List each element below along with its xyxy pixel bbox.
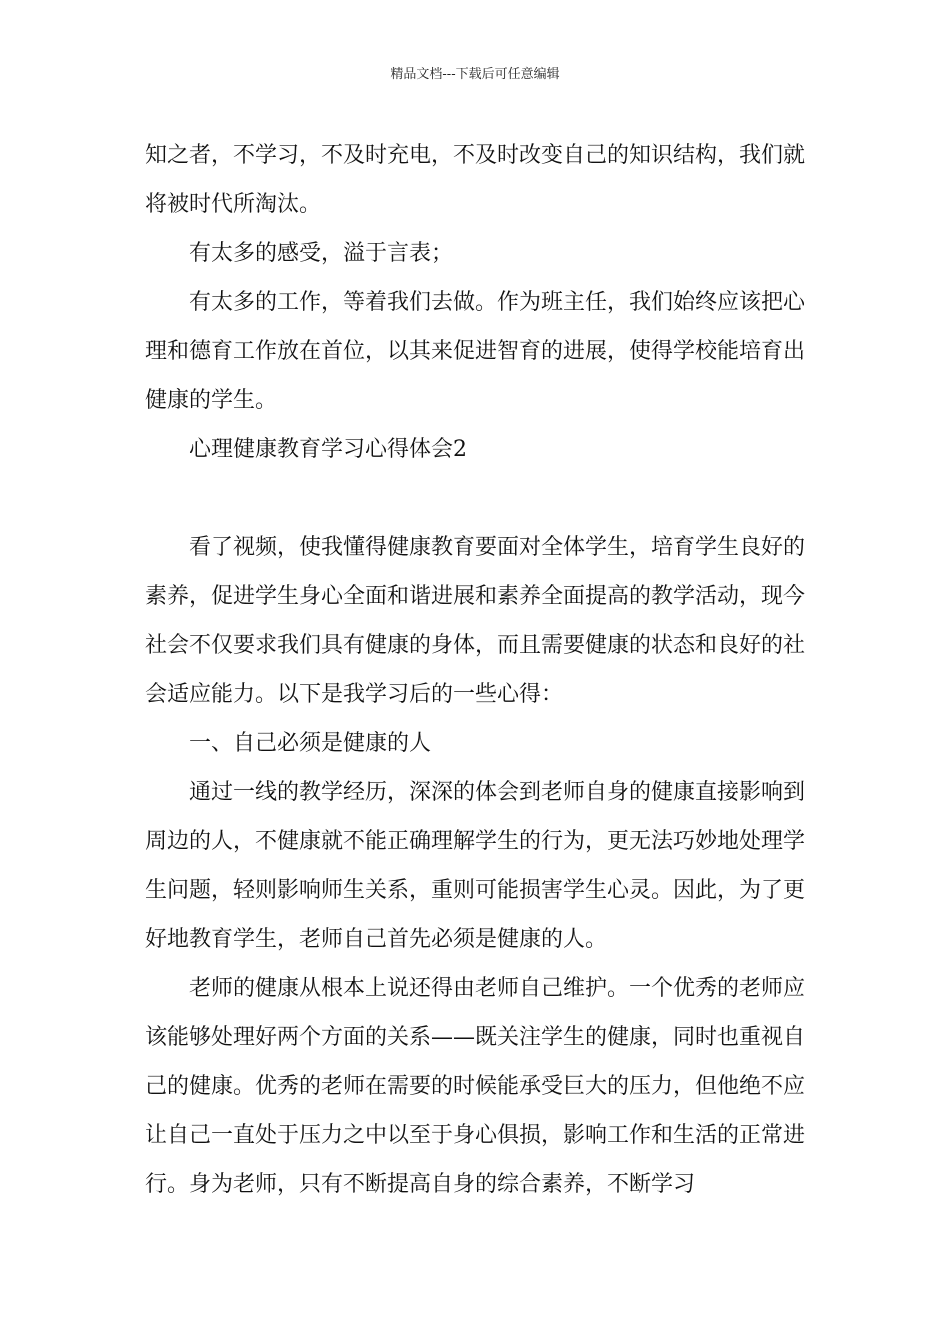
paragraph: 通过一线的教学经历，深深的体会到老师自身的健康直接影响到周边的人，不健康就不能正确理解学生的行为，更无法巧妙地处理学生问题，轻则影响师生关系，重则可能损害学生心灵。因此，为了更好地教育学生，老师自己首先必须是健康的人。 (145, 780, 806, 952)
blank-line (145, 474, 805, 523)
paragraph: 看了视频，使我懂得健康教育要面对全体学生，培育学生良好的素养，促进学生身心全面和谐进展和素养全面提高的教学活动，现今社会不仅要求我们具有健康的身体，而且需要健康的状态和良好的社会适应能力。以下是我学习后的一些心得： (145, 535, 806, 707)
page-header: 精品文档---下载后可任意编辑 (390, 67, 560, 82)
document-body (145, 131, 805, 1209)
section-heading: 一、自己必须是健康的人 (189, 731, 432, 756)
paragraph: 有太多的工作，等着我们去做。作为班主任，我们始终应该把心理和德育工作放在首位，以其来促进智育的进展，使得学校能培育出健康的学生。 (145, 290, 806, 413)
paragraph: 有太多的感受，溢于言表； (189, 241, 454, 266)
section-title: 心理健康教育学习心得体会2 (189, 437, 467, 462)
paragraph: 知之者，不学习，不及时充电，不及时改变自己的知识结构，我们就将被时代所淘汰。 (145, 143, 806, 217)
paragraph: 老师的健康从根本上说还得由老师自己维护。一个优秀的老师应该能够处理好两个方面的关系——既关注学生的健康，同时也重视自己的健康。优秀的老师在需要的时候能承受巨大的压力，但他绝不应让自己一直处于压力之中以至于身心俱损，影响工作和生活的正常进行。身为老师，只有不断提高自身的综合素养，不断学习 (145, 976, 806, 1197)
